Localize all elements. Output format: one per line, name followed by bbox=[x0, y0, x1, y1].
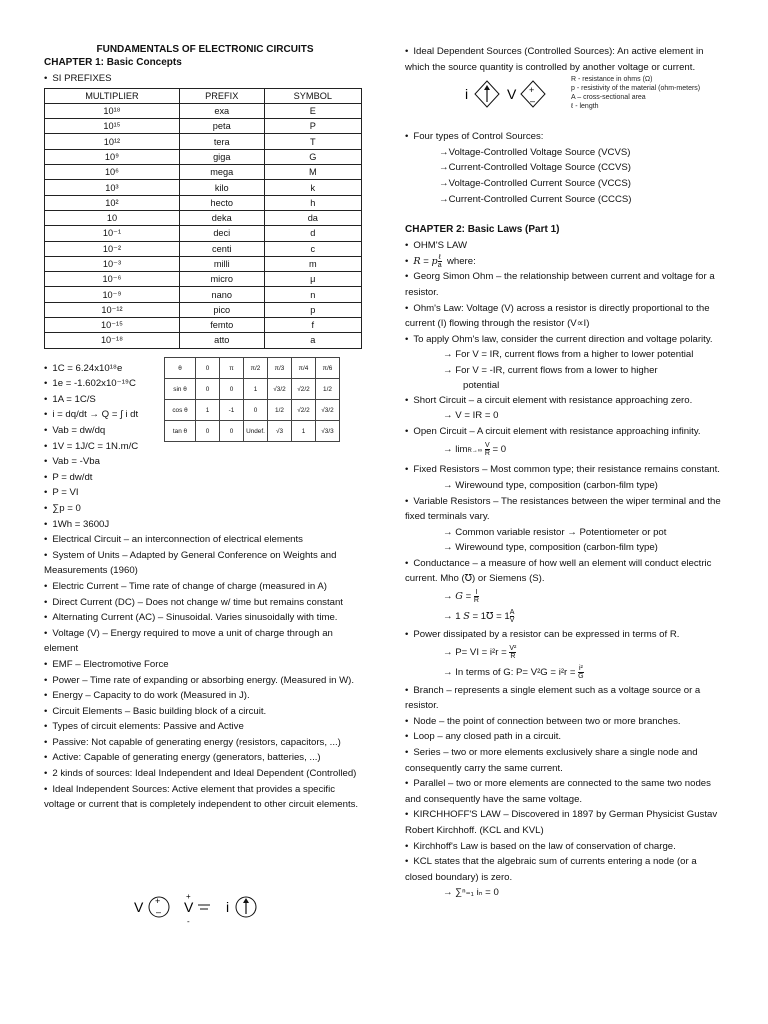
trig-table-cell: 0 bbox=[220, 421, 244, 442]
dependent-source-figure bbox=[405, 75, 727, 121]
resistance-legend bbox=[571, 75, 700, 111]
concept-item: • Electric Current – Time rate of change of charge (measured in A) bbox=[44, 579, 366, 595]
si-table-cell: 10⁻¹ bbox=[45, 226, 180, 241]
ohms-law-item: • Georg Simon Ohm – the relationship between current and voltage for a resistor. bbox=[405, 269, 727, 300]
chapter-2-heading: CHAPTER 2: Basic Laws (Part 1) bbox=[405, 224, 560, 236]
independent-source-symbols bbox=[134, 890, 274, 926]
trig-table-cell: 0 bbox=[220, 379, 244, 400]
si-prefixes-label: • SI PREFIXES bbox=[44, 71, 366, 87]
trig-table-cell: π/3 bbox=[268, 358, 292, 379]
dependent-source-symbols bbox=[463, 77, 553, 113]
si-table-cell: 10⁶ bbox=[45, 165, 180, 180]
power-dissipated: • Power dissipated by a resistor can be expressed in terms of R. bbox=[405, 627, 727, 643]
concept-item: • Active: Capable of generating energy (generators, batteries, ...) bbox=[44, 750, 366, 766]
concept-item: • Electrical Circuit – an interconnection of electrical elements bbox=[44, 532, 366, 548]
variable-resistors-sub1: → Common variable resistor → Potentiometer or pot bbox=[443, 526, 667, 538]
trig-table-cell: tan θ bbox=[165, 421, 196, 442]
short-circuit: • Short Circuit – a circuit element with resistance approaching zero. bbox=[405, 393, 727, 409]
si-table-row bbox=[45, 119, 362, 134]
formula-item: • P = VI bbox=[44, 485, 366, 501]
open-circuit-limit: → limR→∞ $\frac{V}{R}$ = 0 bbox=[443, 442, 507, 458]
trig-table-cell: 1/2 bbox=[268, 400, 292, 421]
si-table-cell: deci bbox=[179, 226, 264, 241]
open-circuit: • Open Circuit – A circuit element with resistance approaching infinity. bbox=[405, 424, 727, 440]
control-source-types bbox=[405, 145, 727, 207]
basic-laws-item: • Parallel – two or more elements are connected to the same two nodes and consequently have the same voltage. bbox=[405, 776, 727, 807]
si-table-cell: mega bbox=[179, 165, 264, 180]
si-table-header: PREFIX bbox=[179, 88, 264, 103]
formula-item: • i = dq/dt → Q = ∫ i dt bbox=[44, 407, 366, 423]
trig-table-cell: π bbox=[220, 358, 244, 379]
si-table-cell: 10¹⁸ bbox=[45, 103, 180, 118]
si-table-cell: pico bbox=[179, 302, 264, 317]
svg-text:+: + bbox=[529, 85, 535, 96]
si-table-cell: centi bbox=[179, 241, 264, 256]
si-table-row bbox=[45, 333, 362, 348]
power-sub1-text: → P= VI = i²r = bbox=[443, 646, 507, 658]
si-table-row bbox=[45, 210, 362, 225]
si-table-cell: milli bbox=[179, 256, 264, 271]
si-table-cell: da bbox=[264, 210, 361, 225]
concept-item: • Types of circuit elements: Passive and Active bbox=[44, 719, 366, 735]
four-types-label: • Four types of Control Sources: bbox=[405, 129, 727, 145]
trig-table-cell: 1/2 bbox=[316, 379, 340, 400]
formula-item: • 1Wh = 3600J bbox=[44, 517, 366, 533]
basic-laws-item: • Node – the point of connection between two or more branches. bbox=[405, 714, 727, 730]
formula-item: • 1C = 6.24x10¹⁸e bbox=[44, 361, 366, 377]
basic-laws-item: • KIRCHHOFF'S LAW – Discovered in 1897 by German Physicist Gustav Robert Kirchhoff. (KCL and KVL) bbox=[405, 807, 727, 838]
si-table-cell: 10⁻⁹ bbox=[45, 287, 180, 302]
si-table-row bbox=[45, 256, 362, 271]
svg-text:i: i bbox=[465, 86, 469, 103]
basic-laws-item: • KCL states that the algebraic sum of currents entering a node (or a closed boundary) is zero. bbox=[405, 854, 727, 885]
short-circuit-sub: → V = IR = 0 bbox=[443, 410, 499, 422]
formula-item: • Vab = -Vba bbox=[44, 454, 366, 470]
trig-table-cell: π/4 bbox=[292, 358, 316, 379]
si-table-cell: micro bbox=[179, 272, 264, 287]
trig-table-cell: 1 bbox=[196, 400, 220, 421]
ohms-law-item: • Ohm's Law: Voltage (V) across a resistor is directly proportional to the current (I) flowing through the resistor (V∝I) bbox=[405, 301, 727, 332]
formula-item: • 1A = 1C/S bbox=[44, 392, 366, 408]
trig-table-cell: √2/2 bbox=[292, 379, 316, 400]
si-table-row bbox=[45, 272, 362, 287]
formula-item: • P = dw/dt bbox=[44, 470, 366, 486]
concept-item: • Passive: Not capable of generating energy (resistors, capacitors, ...) bbox=[44, 735, 366, 751]
si-table-header: MULTIPLIER bbox=[45, 88, 180, 103]
si-table-cell: 10⁻¹² bbox=[45, 302, 180, 317]
control-source-type: →Current-Controlled Voltage Source (CCVS) bbox=[439, 162, 631, 174]
svg-text:–: – bbox=[530, 96, 536, 107]
svg-text:i: i bbox=[226, 899, 230, 915]
fixed-resistors-sub: → Wirewound type, composition (carbon-film type) bbox=[443, 479, 658, 491]
si-table-cell: 10⁻¹⁵ bbox=[45, 318, 180, 333]
conductance-formula-2: → 1 S = 1℧ = 1 $\frac{A}{V}$ bbox=[443, 609, 515, 625]
fixed-resistors: • Fixed Resistors – Most common type; their resistance remains constant. bbox=[405, 462, 727, 478]
basic-laws-item: • Branch – represents a single element such as a voltage source or a resistor. bbox=[405, 683, 727, 714]
trig-table-cell: √3/2 bbox=[316, 400, 340, 421]
si-prefix-table bbox=[44, 88, 362, 349]
si-table-row bbox=[45, 165, 362, 180]
si-table-cell: nano bbox=[179, 287, 264, 302]
legend-item: ℓ - length bbox=[571, 103, 599, 111]
ohm-sub2a: → For V = -IR, current flows from a lower to higher bbox=[443, 364, 658, 376]
ohms-formula: • R = p $\frac{\text{ℓ}}{a}$ where: bbox=[405, 254, 727, 270]
trig-table-cell: √2/2 bbox=[292, 400, 316, 421]
trig-table-cell: π/2 bbox=[244, 358, 268, 379]
si-table-row bbox=[45, 287, 362, 302]
ohms-law-label: • OHM'S LAW bbox=[405, 238, 727, 254]
ohm-sub2b: potential bbox=[463, 379, 500, 391]
si-table-cell: a bbox=[264, 333, 361, 348]
si-table-row bbox=[45, 180, 362, 195]
formula-item: • Vab = dw/dq bbox=[44, 423, 366, 439]
si-table-cell: μ bbox=[264, 272, 361, 287]
si-table-cell: f bbox=[264, 318, 361, 333]
basic-laws-items bbox=[405, 683, 727, 886]
si-table-cell: 10² bbox=[45, 195, 180, 210]
concept-item: • Power – Time rate of expanding or absorbing energy. (Measured in W). bbox=[44, 673, 366, 689]
legend-item: A – cross-sectional area bbox=[571, 94, 646, 102]
si-table-cell: 10⁻¹⁸ bbox=[45, 333, 180, 348]
trig-table-cell: cos θ bbox=[165, 400, 196, 421]
trig-table-cell: 0 bbox=[196, 421, 220, 442]
trig-table-cell: Undef. bbox=[244, 421, 268, 442]
si-table-cell: m bbox=[264, 256, 361, 271]
si-table-cell: d bbox=[264, 226, 361, 241]
si-table-cell: femto bbox=[179, 318, 264, 333]
si-table-cell: G bbox=[264, 149, 361, 164]
ohms-formula-where: where: bbox=[446, 255, 476, 267]
svg-text:V: V bbox=[184, 899, 194, 915]
trig-table-cell: sin θ bbox=[165, 379, 196, 400]
control-source-type: →Voltage-Controlled Current Source (VCCS) bbox=[439, 177, 631, 189]
formula-item: • ∑p = 0 bbox=[44, 501, 366, 517]
svg-text:V: V bbox=[134, 899, 144, 915]
si-table-cell: kilo bbox=[179, 180, 264, 195]
control-source-type: →Voltage-Controlled Voltage Source (VCVS) bbox=[439, 146, 631, 158]
trig-table-row bbox=[165, 358, 340, 379]
basic-laws-item: • Kirchhoff's Law is based on the law of conservation of charge. bbox=[405, 839, 727, 855]
concept-item: • Circuit Elements – Basic building block of a circuit. bbox=[44, 704, 366, 720]
si-table-row bbox=[45, 241, 362, 256]
ohms-law-items bbox=[405, 269, 727, 347]
si-table-cell: n bbox=[264, 287, 361, 302]
si-table-cell: tera bbox=[179, 134, 264, 149]
svg-text:+: + bbox=[186, 892, 191, 901]
chapter-1-heading: CHAPTER 1: Basic Concepts bbox=[44, 57, 182, 68]
trig-table-row bbox=[165, 379, 340, 400]
si-table-cell: 10⁹ bbox=[45, 149, 180, 164]
power-sub2: → In terms of G: P= V²G = i²r = $\frac{\text{i²}}{G}$ bbox=[443, 664, 584, 680]
si-table-cell: c bbox=[264, 241, 361, 256]
si-table-cell: 10⁻⁶ bbox=[45, 272, 180, 287]
concept-item: • Voltage (V) – Energy required to move a unit of charge through an element bbox=[44, 626, 366, 657]
si-table-row bbox=[45, 318, 362, 333]
trig-table-cell: √3/2 bbox=[268, 379, 292, 400]
power-sub2-text: → In terms of G: P= V²G = i²r = bbox=[443, 666, 576, 678]
concept-item: • EMF – Electromotive Force bbox=[44, 657, 366, 673]
si-table-row bbox=[45, 226, 362, 241]
si-table-cell: k bbox=[264, 180, 361, 195]
concept-item: • Alternating Current (AC) – Sinusoidal. Varies sinusoidally with time. bbox=[44, 610, 366, 626]
si-table-cell: 10 bbox=[45, 210, 180, 225]
trig-table bbox=[164, 357, 340, 442]
conductance-formula-1: → G = $\frac{I}{R}$ bbox=[443, 589, 479, 605]
document-title: FUNDAMENTALS OF ELECTRONIC CIRCUITS bbox=[96, 44, 314, 55]
si-table-cell: M bbox=[264, 165, 361, 180]
si-table-cell: E bbox=[264, 103, 361, 118]
si-table-cell: atto bbox=[179, 333, 264, 348]
si-table-row bbox=[45, 103, 362, 118]
si-table-header: SYMBOL bbox=[264, 88, 361, 103]
concept-item: • Energy – Capacity to do work (Measured in J). bbox=[44, 688, 366, 704]
si-table-cell: P bbox=[264, 119, 361, 134]
control-source-type: →Current-Controlled Current Source (CCCS) bbox=[439, 193, 632, 205]
ohms-law-item: • To apply Ohm's law, consider the current direction and voltage polarity. bbox=[405, 332, 727, 348]
si-table-cell: giga bbox=[179, 149, 264, 164]
kcl-formula: → ∑ⁿ₌₁ iₙ = 0 bbox=[443, 887, 499, 899]
si-table-cell: 10⁻² bbox=[45, 241, 180, 256]
si-table-cell: hecto bbox=[179, 195, 264, 210]
svg-text:–: – bbox=[156, 907, 162, 917]
variable-resistors: • Variable Resistors – The resistances between the wiper terminal and the fixed terminals vary. bbox=[405, 494, 727, 525]
si-table-cell: 10⁻³ bbox=[45, 256, 180, 271]
si-table-cell: h bbox=[264, 195, 361, 210]
power-sub1: → P= VI = i²r = $\frac{\text{V²}}{R}$ bbox=[443, 644, 517, 660]
formula-item: • 1V = 1J/C = 1N.m/C bbox=[44, 439, 366, 455]
si-table-cell: p bbox=[264, 302, 361, 317]
basic-laws-item: • Loop – any closed path in a circuit. bbox=[405, 729, 727, 745]
basic-laws-item: • Series – two or more elements exclusively share a single node and consequently carry the same current. bbox=[405, 745, 727, 776]
si-table-cell: 10¹² bbox=[45, 134, 180, 149]
right-column bbox=[405, 44, 727, 901]
trig-table-row bbox=[165, 421, 340, 442]
concept-item: • 2 kinds of sources: Ideal Independent and Ideal Dependent (Controlled) bbox=[44, 766, 366, 782]
si-table-row bbox=[45, 134, 362, 149]
trig-table-cell: 0 bbox=[244, 400, 268, 421]
formula-item: • 1e = -1.602x10⁻¹⁹C bbox=[44, 376, 366, 392]
concept-item: • Ideal Independent Sources: Active element that provides a specific voltage or current that is completely independent to other circuit elements. bbox=[44, 782, 366, 813]
legend-item: p - resistivity of the material (ohm-meters) bbox=[571, 85, 701, 93]
si-table-cell: peta bbox=[179, 119, 264, 134]
trig-table-row bbox=[165, 400, 340, 421]
concept-item: • Direct Current (DC) – Does not change w/ time but remains constant bbox=[44, 595, 366, 611]
dependent-sources-text: • Ideal Dependent Sources (Controlled Sources): An active element in which the source quantity is controlled by another voltage or current. bbox=[405, 44, 727, 75]
si-table-row bbox=[45, 195, 362, 210]
variable-resistors-sub2: → Wirewound type, composition (carbon-film type) bbox=[443, 542, 658, 554]
ohm-sub1: → For V = IR, current flows from a higher to lower potential bbox=[443, 349, 694, 361]
concept-list bbox=[44, 532, 366, 813]
trig-table-cell: π/6 bbox=[316, 358, 340, 379]
si-table-row bbox=[45, 302, 362, 317]
si-table-cell: T bbox=[264, 134, 361, 149]
trig-table-cell: √3/3 bbox=[316, 421, 340, 442]
svg-text:-: - bbox=[187, 917, 190, 926]
trig-table-cell: 1 bbox=[244, 379, 268, 400]
legend-item: R - resistance in ohms (Ω) bbox=[571, 76, 653, 84]
svg-text:V: V bbox=[507, 86, 517, 103]
trig-table-cell: θ bbox=[165, 358, 196, 379]
trig-table-cell: 1 bbox=[292, 421, 316, 442]
si-table-cell: 10³ bbox=[45, 180, 180, 195]
si-table-cell: deka bbox=[179, 210, 264, 225]
trig-table-cell: 0 bbox=[196, 358, 220, 379]
trig-table-cell: √3 bbox=[268, 421, 292, 442]
si-table-row bbox=[45, 149, 362, 164]
conductance: • Conductance – a measure of how well an element will conduct electric current. Mho (℧) or Siemens (S). bbox=[405, 556, 727, 587]
si-table-cell: 10¹⁵ bbox=[45, 119, 180, 134]
svg-text:+: + bbox=[155, 896, 161, 906]
si-table-cell: exa bbox=[179, 103, 264, 118]
concept-item: • System of Units – Adapted by General Conference on Weights and Measurements (1960) bbox=[44, 548, 366, 579]
trig-table-cell: 0 bbox=[196, 379, 220, 400]
trig-table-cell: -1 bbox=[220, 400, 244, 421]
